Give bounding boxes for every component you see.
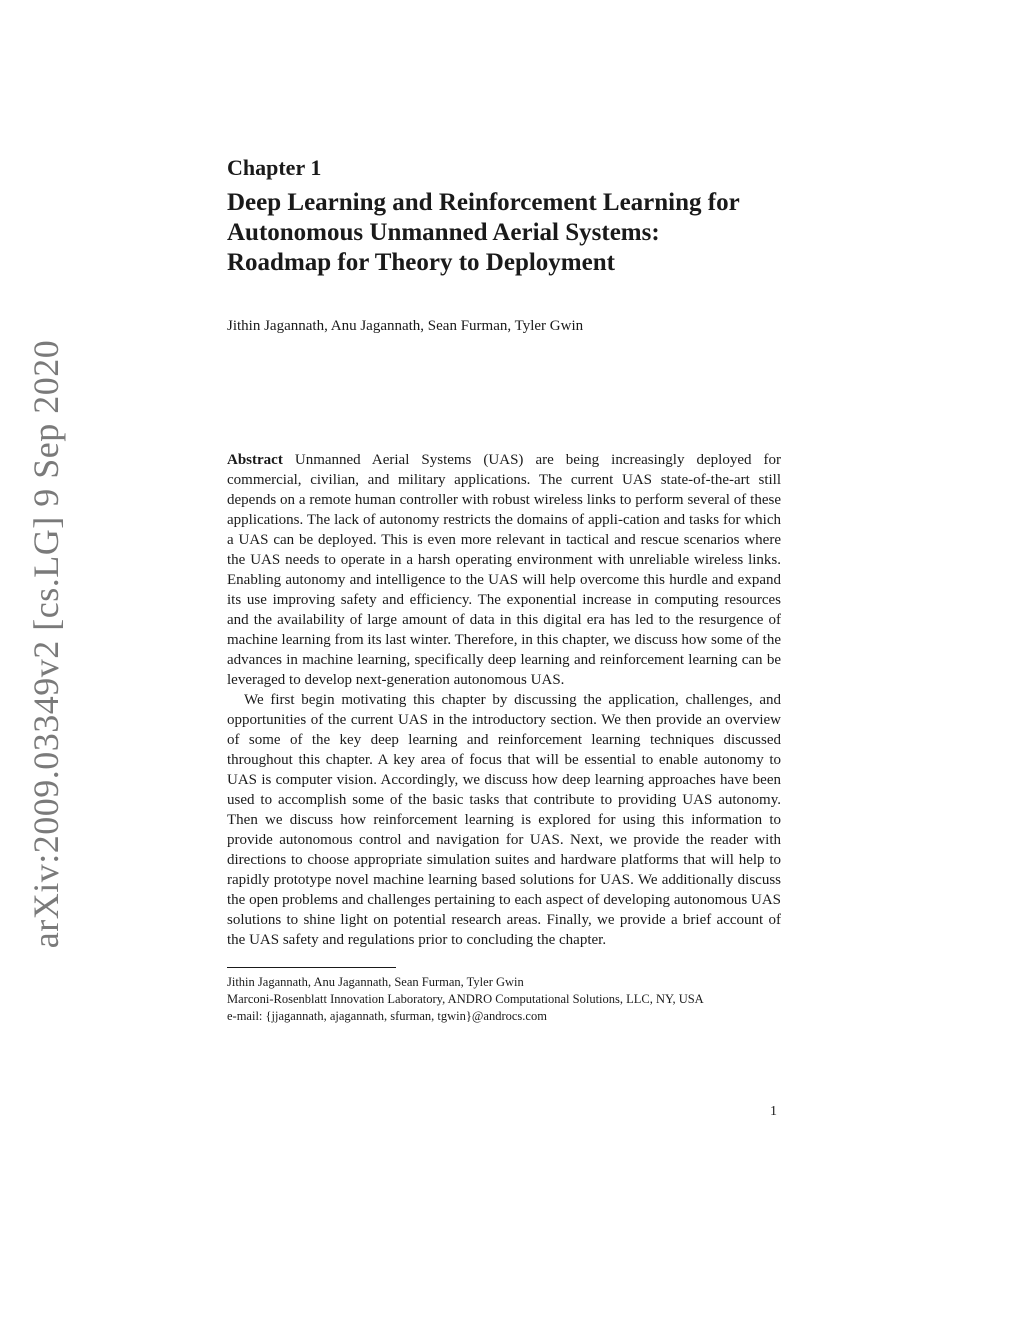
abstract-heading: Abstract xyxy=(227,452,283,468)
author-list: Jithin Jagannath, Anu Jagannath, Sean Furman, Tyler Gwin xyxy=(227,318,584,334)
abstract-paragraph-1 xyxy=(227,450,781,690)
chapter-title-line: Autonomous Unmanned Aerial Systems: xyxy=(227,219,660,246)
page-content xyxy=(227,154,781,1025)
arxiv-identifier-stamp: arXiv:2009.03349v2 [cs.LG] 9 Sep 2020 xyxy=(26,339,66,949)
footnote-divider xyxy=(227,967,396,968)
page-number: 1 xyxy=(770,1104,777,1119)
abstract-paragraph-2: We first begin motivating this chapter by discussing the application, challenges, and opportunities of the current UAS in the introductory section. We then provide an overview of some of the key deep learning and reinforcement learning techniques discussed throughout this chapter. A key area of focus that will be essential to enable autonomy to UAS is computer vision. Accordingly, we discuss how deep learning approaches have been used to accomplish some of the basic tasks that contribute to providing UAS autonomy. Then we discuss how reinforcement learning is explored for using this information to provide autonomous control and navigation for UAS. Next, we provide the reader with directions to choose appropriate simulation suites and hardware platforms that will help to rapidly prototype novel machine learning based solutions for UAS. We additionally discuss the open problems and challenges pertaining to each aspect of developing autonomous UAS solutions to shine light on potential research areas. Finally, we provide a brief account of the UAS safety and regulations prior to concluding the chapter. xyxy=(227,692,781,948)
abstract-section xyxy=(227,450,781,950)
chapter-label: Chapter 1 xyxy=(227,155,322,180)
chapter-title-line: Deep Learning and Reinforcement Learning for xyxy=(227,189,740,216)
footnote-authors: Jithin Jagannath, Anu Jagannath, Sean Furman, Tyler Gwin xyxy=(227,975,524,989)
footnote-institution: Marconi-Rosenblatt Innovation Laboratory, ANDRO Computational Solutions, LLC, NY, USA xyxy=(227,992,704,1006)
footnote-affiliation xyxy=(227,974,781,1025)
abstract-text: Unmanned Aerial Systems (UAS) are being increasingly deployed for commercial, civilian, and military applications. The current UAS state-of-the-art still depends on a remote human controller with robust wireless links to perform several of these applications. The lack of autonomy restricts the domains of appli-cation and tasks for which a UAS can be deployed. This is even more relevant in tactical and rescue scenarios where the UAS needs to operate in a harsh operating environment with unreliable wireless links. Enabling autonomy and intelligence to the UAS will help overcome this hurdle and expand its use improving safety and efficiency. The exponential increase in computing resources and the availability of large amount of data in this digital era has led to the resurgence of machine learning from its last winter. Therefore, in this chapter, we discuss how some of the advances in machine learning, specifically deep learning and reinforcement learning can be leveraged to develop next-generation autonomous UAS. xyxy=(227,452,781,688)
chapter-title-line: Roadmap for Theory to Deployment xyxy=(227,249,615,276)
chapter-title xyxy=(227,188,781,278)
footnote-email: e-mail: {jjagannath, ajagannath, sfurman, tgwin}@androcs.com xyxy=(227,1009,547,1023)
